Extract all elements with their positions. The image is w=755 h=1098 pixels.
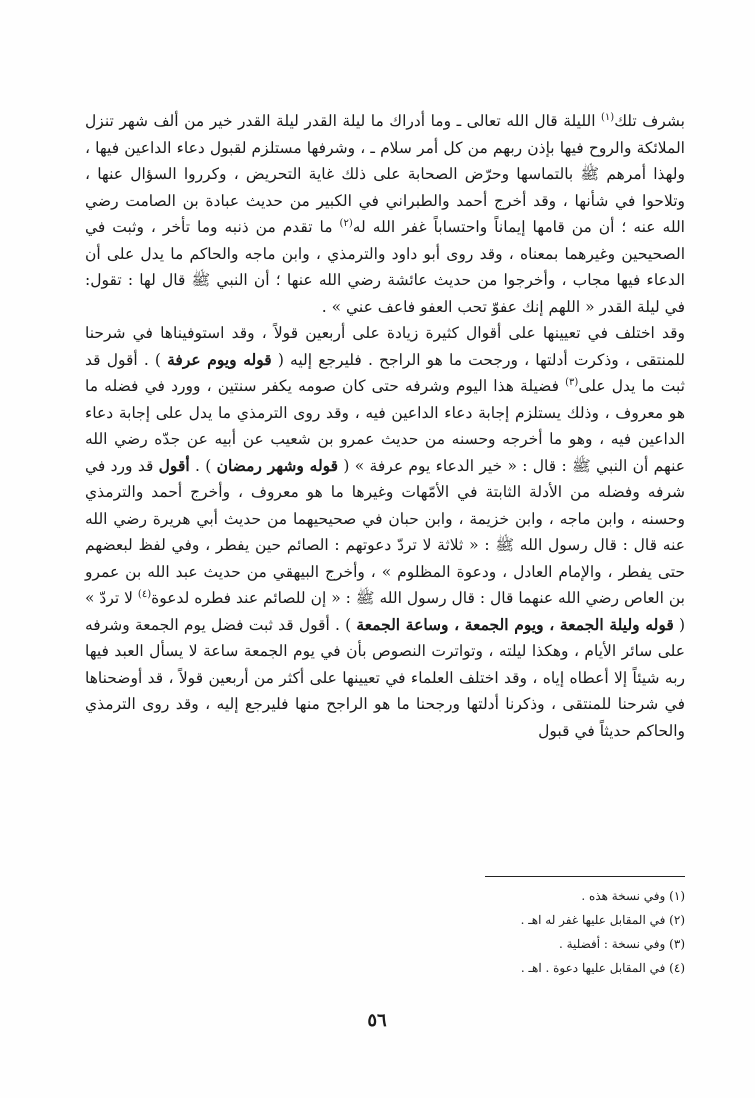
footnote-marker: (٣) [565,376,579,388]
body-text-run: بشرف تلك [614,112,685,130]
body-text-run: ) . أقول قد ثبت فضل يوم الجمعة وشرفه على سائر الأيام ، وهكذا ليلته ، وتواترت النصوص بأن في يوم الجمعة ساعة لا يسأل العبد فيها ربه شيئاً إلا أعطاه إياه ، وقد اختلف العلماء في تعيينها على أكثر من أربعين قولاً ، قد أوضحناها في شرحنا للمنتقى ، وذكرنا أدلتها ورجحنا ما هو الراجح منها فليرجع إليه ، وقد روى الترمذي والحاكم حديثاً في قبول [85,615,685,740]
body-text-run: ) . أقول قد ثبت ما يدل على [85,350,685,395]
footnote-number: (٢) [669,913,685,927]
body-text-run: قد ورد في شرفه وفضله من الأدلة الثابتة في الأمّهات وغيرها ما هو معروف ، وأخرج أحمد والترمذي وحسنه ، وابن ماجه ، وابن خزيمة ، وابن حبان في صحيحيهما من حديث أبي هريرة رضي الله عنه قال : قال رسول الله ﷺ : « ثلاثة لا تردّ دعوتهم : الصائم حين يفطر ، وفي لفظ لبعضهم حتى يفطر ، والإمام العادل ، ودعوة المظلوم » ، وأخرج البيهقي من حديث عبد الله بن عمرو بن العاص رضي الله عنهما قال : قال رسول الله ﷺ : « إن للصائم عند فطره لدعوة [85,456,685,607]
footnote-text: في المقابل عليها غفر له اهـ . [520,913,666,927]
bold-heading-text: قوله وشهر رمضان [216,455,339,475]
body-text-run: ) . [189,456,217,475]
page-number: ٥٦ [367,1010,387,1031]
footnote-number: (١) [669,889,685,903]
footnotes-list [300,884,685,980]
footnote-number: (٣) [669,937,685,951]
footnote-text: وفي نسخة : أفضلية . [558,937,666,951]
footnote-text: في المقابل عليها دعوة . اهـ . [520,961,666,975]
body-text-run: ما تقدم من ذنبه وما تأخر ، وثبت في الصحيحين وغيرهما بمعناه ، وقد روى أبو داود والترمذي ، وابن ماجه والحاكم ما يدل على أن الدعاء فيها مجاب ، وأخرجوا من حديث عائشة رضي الله عنها ؛ أن النبي ﷺ قال لها : تقول: في ليلة القدر « اللهم إنك عفوّ تحب العفو فاعف عني » . [85,218,685,316]
body-text-run: فضيلة هذا اليوم وشرفه حتى كان صومه يكفر سنتين ، وورد في فضله ما هو معروف ، وذلك يستلزم إجابة دعاء الداعين فيه ، وقد روى الترمذي ما يدل على إجابة دعاء الداعين فيه ، وهو ما أخرجه وحسنه من حديث عمرو بن شعيب عن أبيه عن جدّه رضي الله عنهم أن النبي ﷺ : قال : « خير الدعاء يوم عرفة » ( [85,377,686,475]
bold-heading-text: أقول [158,455,190,475]
body-text-run: لا تردّ » ( [85,589,685,634]
footnote-number: (٤) [669,961,685,975]
footnote-item [300,956,685,980]
footnote-separator [485,876,685,877]
footnote-item [300,932,685,956]
footnote-marker: (٤) [137,588,152,600]
footnote-marker: (١) [601,111,615,123]
footnote-marker: (٢) [339,217,353,229]
body-text-run: الليلة قال الله تعالى ـ وما أدراك ما ليلة القدر ليلة القدر خير من ألف شهر تنزل الملائكة والروح فيها بإذن ربهم من كل أمر سلام ـ ، وشرفها مستلزم لقبول دعاء الداعين فيها ، ولهذا أمرهم ﷺ بالتماسها وحرّض الصحابة على ذلك غاية التحريض ، وكرروا السؤال عنها ، وتلاحوا في شأنها ، وقد أخرج أحمد والطبراني في الكبير من حديث عبادة بن الصامت رضي الله عنه ؛ أن من قامها إيماناً واحتساباً غفر الله له [85,112,685,236]
bold-heading-text: قوله وليلة الجمعة ، ويوم الجمعة ، وساعة الجمعة [356,614,674,634]
body-paragraph [85,108,685,320]
body-paragraph [85,320,685,744]
footnote-text: وفي نسخة هذه . [581,889,666,903]
footnote-item [300,884,685,908]
main-body-text [85,108,685,744]
bold-heading-text: قوله ويوم عرفة [167,349,272,369]
body-text-run: وقد اختلف في تعيينها على أقوال كثيرة زيادة على أربعين قولاً ، وقد استوفيناها في شرحنا للمنتقى ، وذكرت أدلتها ، ورجحت ما هو الراجح . فليرجع إليه ( [85,324,685,369]
footnote-item [300,908,685,932]
